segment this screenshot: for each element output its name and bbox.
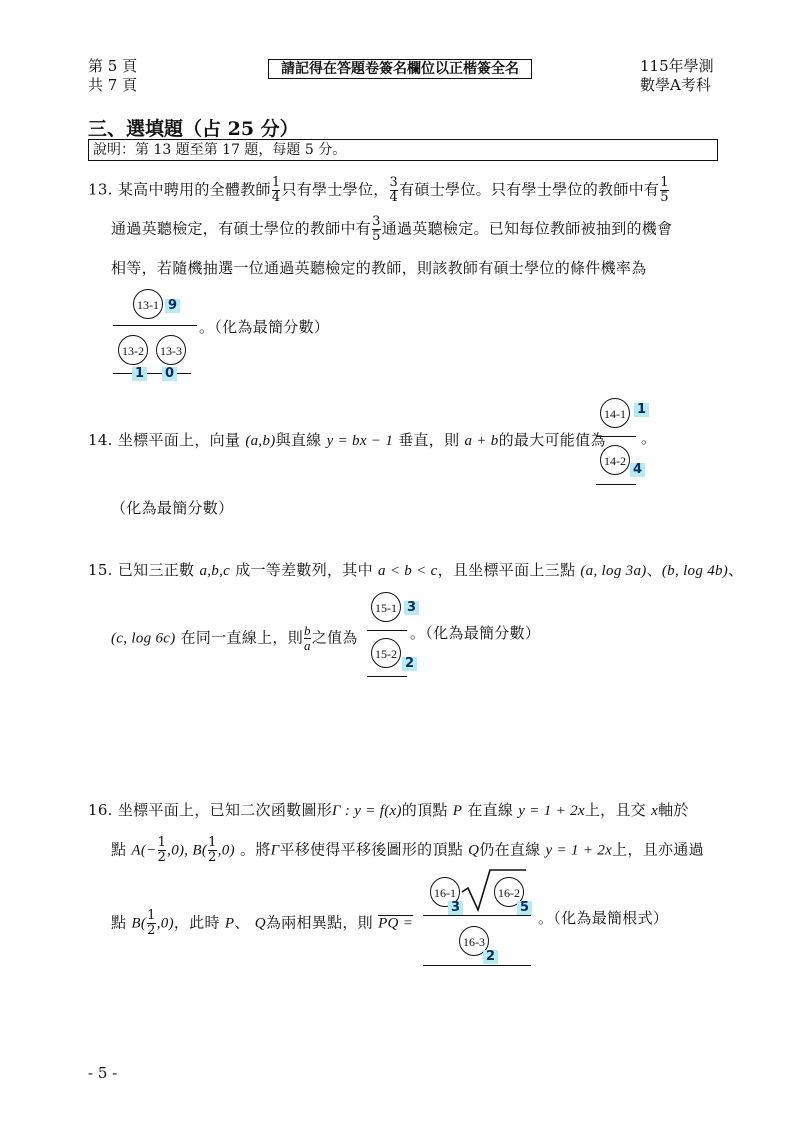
fraction: $\frac{3}{4}$ bbox=[389, 175, 399, 205]
fraction: $\frac{1}{2}$ bbox=[147, 908, 156, 938]
answer-13-3: 0 bbox=[162, 367, 177, 381]
answer-16-2: 5 bbox=[517, 901, 532, 915]
answer-box-14-2[interactable]: 14-2 bbox=[600, 445, 630, 475]
question-number: 13. bbox=[88, 180, 113, 199]
question-16-line-2: 點 A(− $\frac{1}{2}$ ,0), B( $\frac{1}{2}$ ,0) 。將Γ平移使得平移後圖形的頂點 Q仍在直線 y = 1 + 2x上，且亦通過 bbox=[111, 835, 704, 865]
answer-box-16-1[interactable]: 16-1 bbox=[430, 877, 460, 907]
answer-16-3: 2 bbox=[483, 950, 498, 964]
total-pages: 共 7 頁 bbox=[88, 76, 138, 94]
question-16-line-3: 點 B( $\frac{1}{2}$ ,0)，此時 P、 Q為兩相異點，則 PQ = bbox=[111, 908, 414, 938]
footer-page-number: - 5 - bbox=[88, 1064, 118, 1082]
question-16-suffix: 。（化為最簡根式） bbox=[538, 909, 669, 927]
fraction: $\frac{3}{5}$ bbox=[372, 214, 381, 244]
digit-underline bbox=[596, 484, 636, 485]
fraction: $\frac{1}{5}$ bbox=[660, 175, 669, 205]
answer-15-2: 2 bbox=[402, 657, 417, 671]
fraction-bar bbox=[596, 436, 636, 437]
answer-14-1: 1 bbox=[634, 403, 649, 417]
signature-notice: 請記得在答題卷簽名欄位以正楷簽全名 bbox=[268, 59, 532, 79]
question-14-line-1: 14. 坐標平面上，向量 (a,b)與直線 y = bx − 1 垂直，則 a + b的最大可能值為 bbox=[88, 431, 606, 449]
digit-underline bbox=[423, 965, 531, 966]
question-15-suffix: 。（化為最簡分數） bbox=[410, 624, 541, 642]
exam-name: 115年學測 bbox=[640, 57, 714, 75]
answer-box-16-2[interactable]: 16-2 bbox=[494, 877, 524, 907]
answer-box-15-2[interactable]: 15-2 bbox=[371, 638, 401, 668]
question-number: 15. bbox=[88, 561, 113, 579]
fraction-bar bbox=[423, 915, 531, 916]
question-15-line-2: (c, log 6c) 在同一直線上，則 $\frac{b}{a}$ 之值為 bbox=[111, 623, 358, 653]
answer-box-13-1[interactable]: 13-1 bbox=[133, 289, 163, 319]
question-13-line-1: 13. 某高中聘用的全體教師 $\frac{1}{4}$ 只有學士學位， $\frac{3}{4}$ 有碩士學位。只有學士學位的教師中有 $\frac{1}{5}$ bbox=[88, 175, 669, 205]
fraction: $\frac{b}{a}$ bbox=[304, 623, 311, 653]
question-13-line-2: 通過英聽檢定，有碩士學位的教師中有 $\frac{3}{5}$ 通過英聽檢定。已知每位教師被抽到的機會 bbox=[111, 214, 673, 244]
question-15-line-1: 15. 已知三正數 a,b,c 成一等差數列，其中 a < b < c，且坐標平面上三點 (a, log 3a)、(b, log 4b)、 bbox=[88, 561, 744, 579]
answer-box-14-1[interactable]: 14-1 bbox=[600, 398, 630, 428]
page-number: 第 5 頁 bbox=[88, 57, 138, 75]
answer-13-2: 1 bbox=[132, 367, 147, 381]
fraction-bar bbox=[367, 630, 407, 631]
answer-box-15-1[interactable]: 15-1 bbox=[371, 592, 401, 622]
digit-underline bbox=[113, 373, 191, 374]
subject-name: 數學A考科 bbox=[640, 76, 711, 94]
pq-overline: PQ = bbox=[378, 915, 414, 932]
question-13-line-3: 相等，若隨機抽選一位通過英聽檢定的教師，則該教師有碩士學位的條件機率為 bbox=[111, 259, 647, 277]
question-16-line-1: 16. 坐標平面上，已知二次函數圖形Γ : y = f(x)的頂點 P 在直線 y = 1 + 2x上，且交 x軸於 bbox=[88, 801, 689, 819]
question-14-end: 。 bbox=[641, 429, 657, 447]
section-instructions: 說明：第 13 題至第 17 題，每題 5 分。 bbox=[88, 139, 718, 161]
digit-underline bbox=[367, 676, 407, 677]
fraction: $\frac{1}{2}$ bbox=[208, 835, 217, 865]
fraction: $\frac{1}{2}$ bbox=[157, 835, 167, 865]
fraction: $\frac{1}{4}$ bbox=[271, 175, 281, 205]
question-number: 14. bbox=[88, 431, 113, 449]
question-14-note: （化為最簡分數） bbox=[111, 499, 234, 517]
answer-box-13-3[interactable]: 13-3 bbox=[156, 335, 186, 365]
answer-box-16-3[interactable]: 16-3 bbox=[459, 926, 489, 956]
answer-14-2: 4 bbox=[630, 463, 645, 477]
question-13-suffix: 。（化為最簡分數） bbox=[199, 318, 330, 336]
section-title: 三、選填題（占 25 分） bbox=[88, 118, 299, 140]
answer-13-1: 9 bbox=[165, 299, 180, 313]
fraction-bar bbox=[113, 325, 197, 326]
answer-16-1: 3 bbox=[448, 901, 463, 915]
answer-15-1: 3 bbox=[404, 601, 419, 615]
answer-box-13-2[interactable]: 13-2 bbox=[118, 335, 148, 365]
question-number: 16. bbox=[88, 801, 113, 819]
